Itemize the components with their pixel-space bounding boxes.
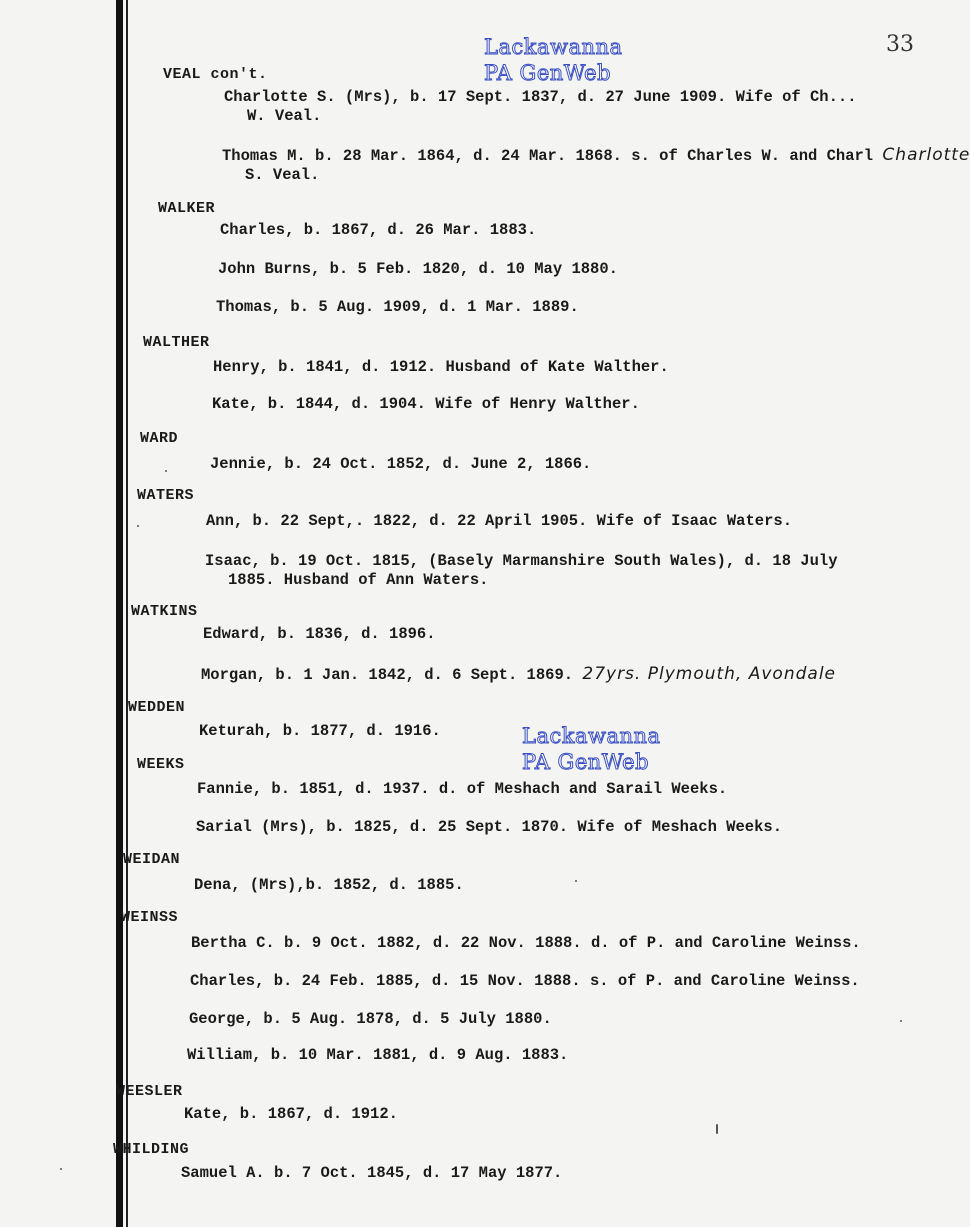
burial-entry (184, 1105, 398, 1124)
handwritten-note: 27yrs. Plymouth, Avondale (582, 664, 836, 684)
entry-line: William, b. 10 Mar. 1881, d. 9 Aug. 1883. (187, 1046, 569, 1064)
watermark-line1: Lackawanna (484, 35, 623, 59)
burial-entry (187, 1046, 568, 1065)
burial-entry (220, 221, 536, 240)
entry-line: Ann, b. 22 Sept,. 1822, d. 22 April 1905. Wife of Isaac Waters. (206, 512, 792, 530)
entry-line: Charlotte S. (Mrs), b. 17 Sept. 1837, d. 27 June 1909. Wife of Ch... (224, 88, 857, 106)
entry-line: John Burns, b. 5 Feb. 1820, d. 10 May 1880. (218, 260, 618, 278)
entry-line: Henry, b. 1841, d. 1912. Husband of Kate Walther. (213, 358, 669, 376)
entry-line: Edward, b. 1836, d. 1896. (203, 625, 436, 643)
surname-heading: WEEKS (137, 756, 185, 773)
scan-speck (900, 1020, 902, 1022)
scan-speck (60, 1168, 62, 1170)
watermark-line2: PA GenWeb (484, 61, 612, 85)
surname-heading: WATKINS (131, 603, 198, 620)
surname-heading: WEIDAN (123, 851, 181, 868)
entry-line: Charles, b. 1867, d. 26 Mar. 1883. (220, 221, 537, 239)
burial-entry (196, 818, 782, 837)
burial-entry (206, 512, 792, 531)
entry-line: W. Veal. (247, 107, 322, 125)
burial-entry (189, 1010, 552, 1029)
watermark-middle (522, 723, 661, 775)
page-number: 33 (886, 32, 914, 57)
binding-edge-line (126, 0, 128, 1227)
watermark-line1: Lackawanna (522, 724, 661, 748)
surname-heading: VEAL con't. (163, 66, 268, 83)
burial-entry (191, 934, 861, 953)
entry-line: Kate, b. 1844, d. 1904. Wife of Henry Walther. (212, 395, 640, 413)
burial-entry (216, 298, 579, 317)
entry-line: 1885. Husband of Ann Waters. (228, 571, 489, 589)
handwritten-note: Charlotte (882, 145, 970, 165)
surname-heading: WATERS (137, 487, 195, 504)
burial-entry (203, 625, 436, 644)
entry-line: Thomas M. b. 28 Mar. 1864, d. 24 Mar. 1868. s. of Charles W. and Charl (222, 147, 874, 165)
burial-entry (210, 455, 591, 474)
entry-line: Bertha C. b. 9 Oct. 1882, d. 22 Nov. 1888. d. of P. and Caroline Weinss. (191, 934, 861, 952)
entry-line: Thomas, b. 5 Aug. 1909, d. 1 Mar. 1889. (216, 298, 579, 316)
watermark-top (484, 34, 623, 86)
entry-line: Isaac, b. 19 Oct. 1815, (Basely Marmanshire South Wales), d. 18 July (205, 552, 838, 570)
entry-line: Fannie, b. 1851, d. 1937. d. of Meshach and Sarail Weeks. (197, 780, 728, 798)
surname-heading: WEINSS (121, 909, 179, 926)
burial-entry (213, 358, 669, 377)
burial-entry (199, 722, 441, 741)
entry-line: Sarial (Mrs), b. 1825, d. 25 Sept. 1870. Wife of Meshach Weeks. (196, 818, 782, 836)
surname-heading: WEDDEN (128, 699, 186, 716)
burial-entry (181, 1164, 562, 1183)
burial-entry (218, 260, 618, 279)
entry-line: Morgan, b. 1 Jan. 1842, d. 6 Sept. 1869. (201, 666, 574, 684)
scan-speck (137, 525, 139, 527)
burial-entry (224, 88, 857, 126)
surname-heading: WALKER (158, 200, 216, 217)
scan-speck (716, 1124, 718, 1134)
entry-line: Jennie, b. 24 Oct. 1852, d. June 2, 1866. (210, 455, 592, 473)
entry-line: Samuel A. b. 7 Oct. 1845, d. 17 May 1877. (181, 1164, 563, 1182)
burial-entry (222, 146, 970, 185)
binding-edge (116, 0, 123, 1227)
burial-entry (197, 780, 727, 799)
entry-line: Keturah, b. 1877, d. 1916. (199, 722, 441, 740)
entry-line: S. Veal. (245, 166, 320, 184)
burial-entry (205, 552, 838, 590)
surname-heading: WALTHER (143, 334, 210, 351)
burial-entry (194, 876, 464, 895)
surname-heading: WEESLER (116, 1083, 183, 1100)
entry-line: Dena, (Mrs),b. 1852, d. 1885. (194, 876, 464, 894)
burial-entry (212, 395, 640, 414)
scan-speck (165, 470, 167, 472)
burial-entry (190, 972, 860, 991)
burial-entry (201, 665, 836, 685)
watermark-line2: PA GenWeb (522, 750, 650, 774)
scan-speck (575, 880, 577, 882)
entry-line: Kate, b. 1867, d. 1912. (184, 1105, 398, 1123)
surname-heading: WHILDING (113, 1141, 190, 1158)
entry-line: George, b. 5 Aug. 1878, d. 5 July 1880. (189, 1010, 552, 1028)
entry-line: Charles, b. 24 Feb. 1885, d. 15 Nov. 1888. s. of P. and Caroline Weinss. (190, 972, 860, 990)
surname-heading: WARD (140, 430, 179, 447)
